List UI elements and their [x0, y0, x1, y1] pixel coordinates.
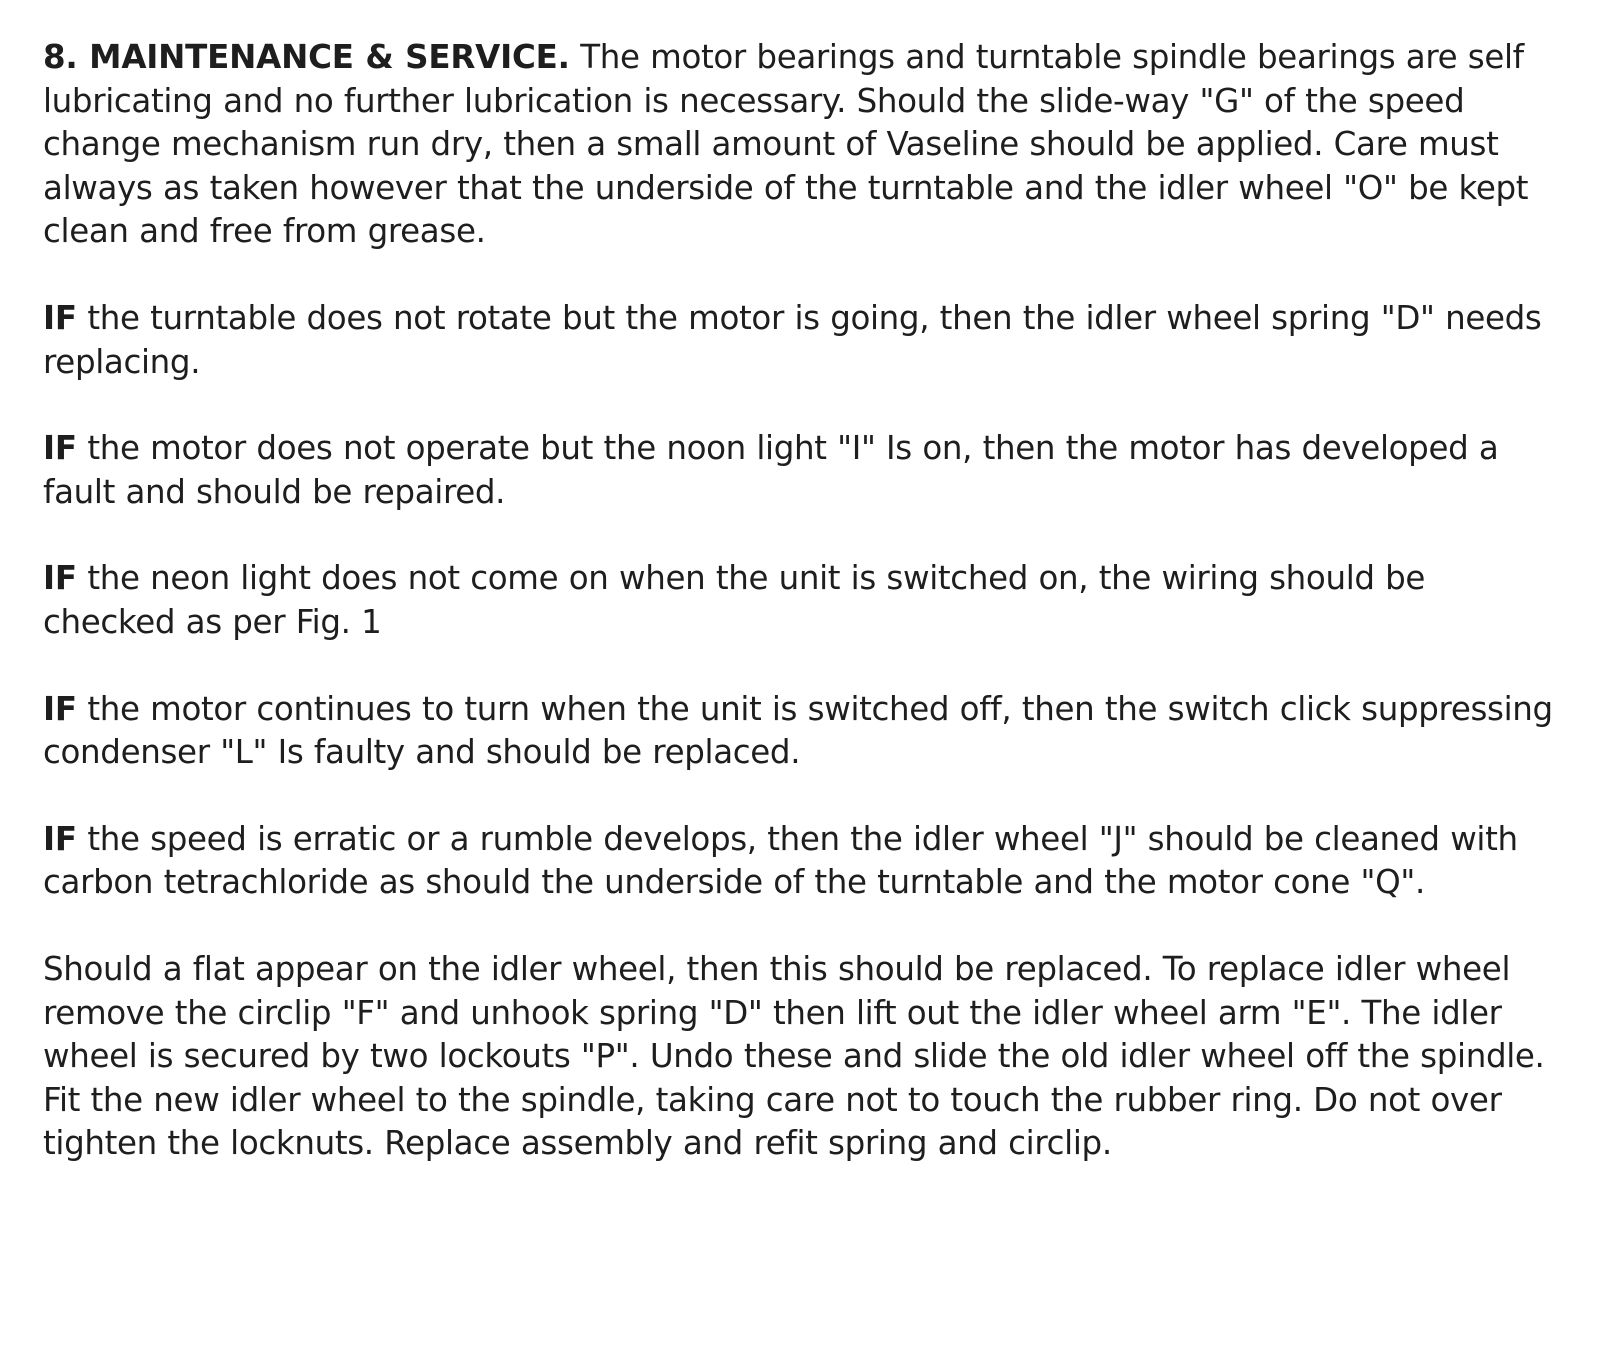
section-heading-paragraph — [43, 36, 1563, 254]
troubleshooting-item-motor-continues — [43, 688, 1563, 775]
paragraph-text: The motor bearings and turntable spindle bearings are self lubricating and no further lubrication is necessary. Should the slide-way "G" of the speed change mechanism run dry, then a small amount of Vaseline should be applied. Care must always as taken however that the underside of the turntable and the idler wheel "O" be kept clean and free from grease. — [43, 38, 1529, 251]
section-heading: 8. MAINTENANCE & SERVICE. — [43, 38, 570, 76]
idler-wheel-replacement-paragraph — [43, 948, 1563, 1166]
condition-keyword: IF — [43, 429, 77, 468]
troubleshooting-item-neon-light — [43, 557, 1563, 644]
paragraph-text: the speed is erratic or a rumble develops, then the idler wheel "J" should be cleaned with carbon tetrachloride as should the underside of the turntable and the motor cone "Q". — [43, 819, 1518, 902]
troubleshooting-item-speed-erratic — [43, 818, 1563, 905]
condition-keyword: IF — [43, 559, 77, 598]
troubleshooting-item-motor-not-operating — [43, 427, 1563, 514]
paragraph-text: Should a flat appear on the idler wheel, then this should be replaced. To replace idler wheel remove the circlip "F" and unhook spring "D" then lift out the idler wheel arm "E". The idler wheel is secured by two lockouts "P". Undo these and slide the old idler wheel off the spindle. Fit the new idler wheel to the spindle, taking care not to touch the rubber ring. Do not over tighten the locknuts. Replace assembly and refit spring and circlip. — [43, 949, 1545, 1163]
condition-keyword: IF — [43, 689, 77, 728]
condition-keyword: IF — [43, 819, 77, 858]
paragraph-text: the turntable does not rotate but the motor is going, then the idler wheel spring "D" needs replacing. — [43, 298, 1542, 381]
paragraph-text: the neon light does not come on when the unit is switched on, the wiring should be checked as per Fig. 1 — [43, 559, 1426, 641]
troubleshooting-item-turntable-not-rotating — [43, 297, 1563, 384]
condition-keyword: IF — [43, 298, 77, 337]
paragraph-text: the motor does not operate but the noon light "I" Is on, then the motor has developed a fault and should be repaired. — [43, 429, 1499, 511]
paragraph-text: the motor continues to turn when the unit is switched off, then the switch click suppressing condenser "L" Is faulty and should be replaced. — [43, 689, 1553, 772]
